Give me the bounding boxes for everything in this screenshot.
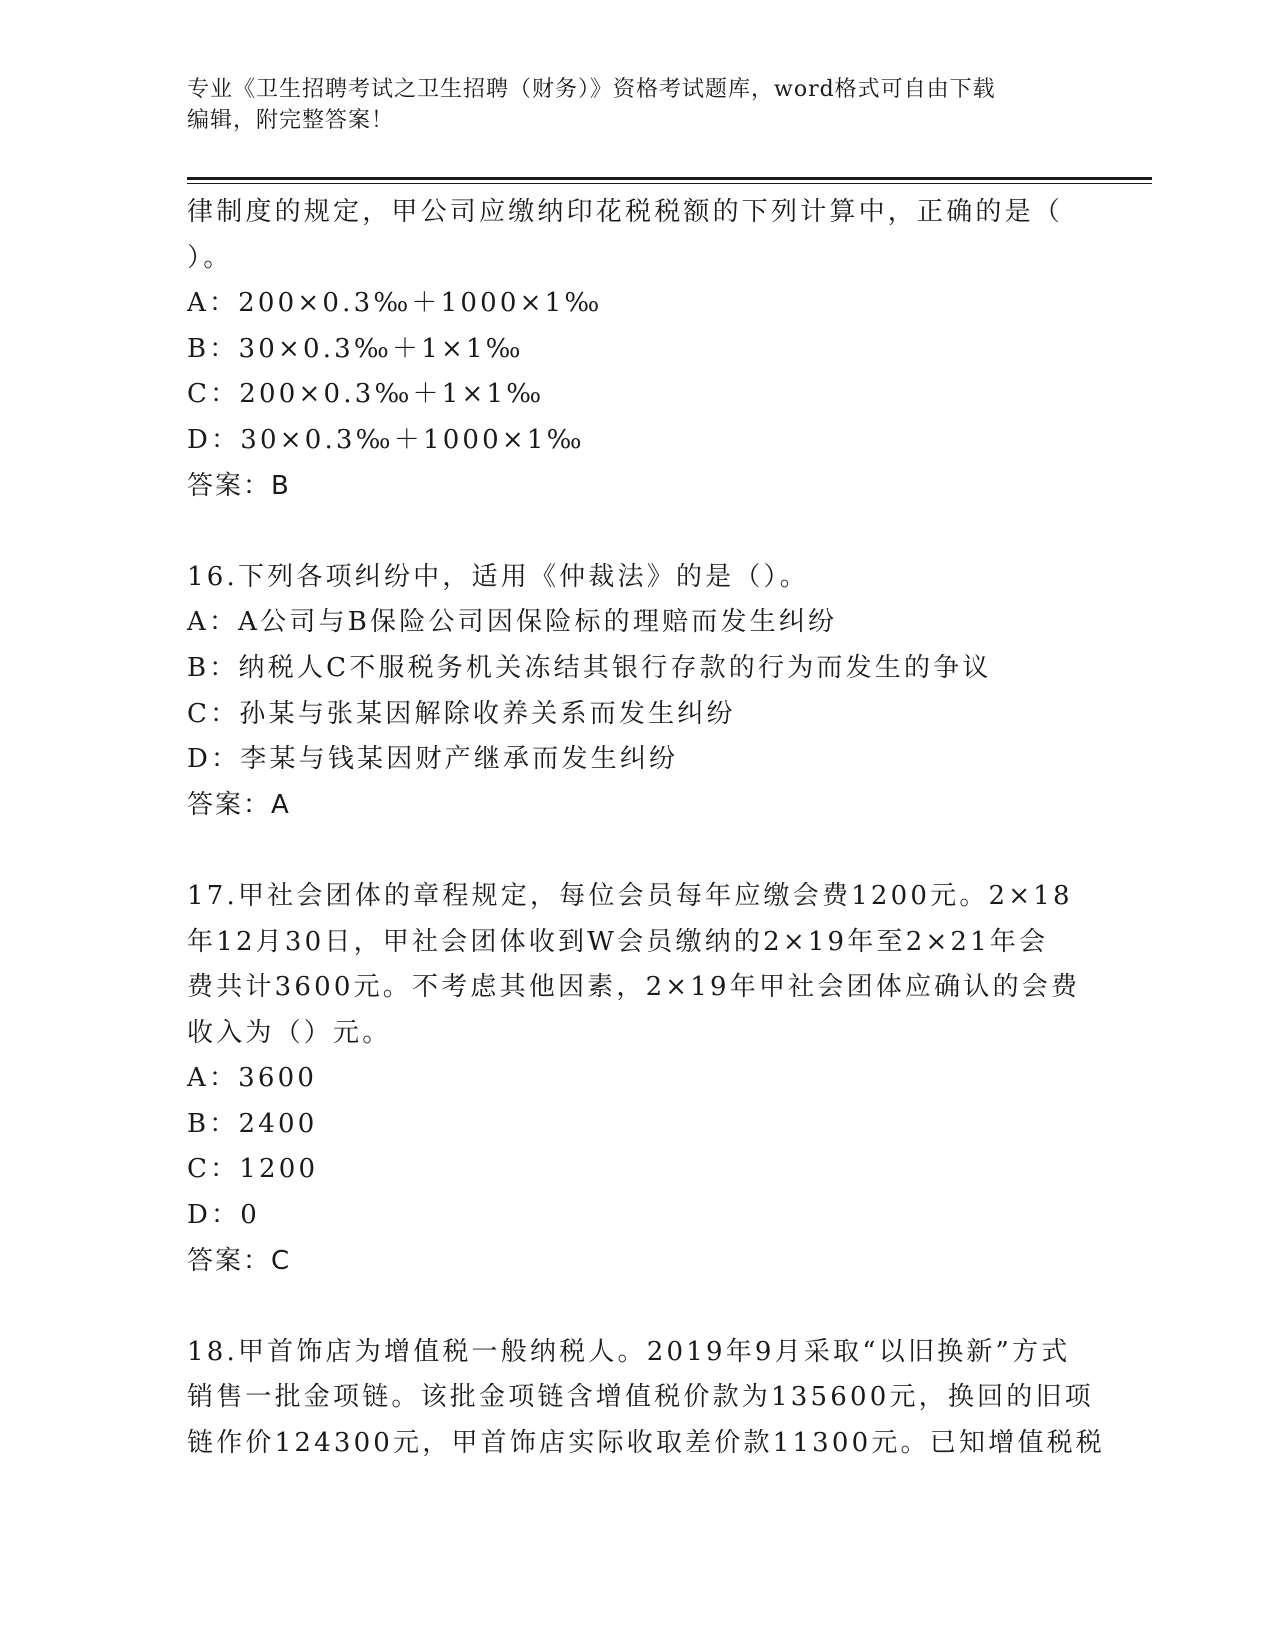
document-header: [187, 74, 1067, 136]
option-d: D：0: [187, 1200, 260, 1231]
option-c: C：孙某与张某因解除收养关系而发生纠纷: [187, 698, 736, 729]
header-rule-thick: [187, 177, 1152, 180]
option-c: C：200×0.3‰＋1×1‰: [187, 379, 545, 410]
option-d: D：30×0.3‰＋1000×1‰: [187, 424, 585, 455]
header-rule-thin: [187, 183, 1152, 184]
option-a: A：200×0.3‰＋1000×1‰: [187, 288, 603, 319]
question-stem-line: 链作价124300元，甲首饰店实际收取差价款11300元。已知增值税税: [187, 1428, 1105, 1459]
question-stem-line: ）。: [187, 242, 233, 273]
question-stem-line: 费共计3600元。不考虑其他因素，2×19年甲社会团体应确认的会费: [187, 972, 1081, 1003]
answer-line: 答案：B: [187, 470, 291, 501]
header-line-1: 专业《卫生招聘考试之卫生招聘（财务）》资格考试题库，word格式可自由下载: [187, 77, 996, 102]
question-16: [187, 555, 1087, 829]
question-spacer: [187, 828, 1087, 874]
question-15: [187, 190, 1087, 509]
answer-line: 答案：A: [187, 789, 291, 820]
option-c: C：1200: [187, 1154, 319, 1185]
answer-line: 答案：C: [187, 1245, 292, 1276]
option-b: B：2400: [187, 1108, 318, 1139]
question-spacer: [187, 1284, 1087, 1330]
option-a: A：3600: [187, 1063, 318, 1094]
question-stem-line: 收入为（）元。: [187, 1017, 392, 1048]
option-d: D：李某与钱某因财产继承而发生纠纷: [187, 744, 679, 775]
document-body: [187, 190, 1105, 1467]
question-stem-line: 销售一批金项链。该批金项链含增值税价款为135600元，换回的旧项: [187, 1382, 1094, 1413]
question-stem-line: 18.甲首饰店为增值税一般纳税人。2019年9月采取“以旧换新”方式: [187, 1336, 1071, 1367]
question-18: [187, 1330, 1105, 1467]
question-stem-line: 律制度的规定，甲公司应缴纳印花税税额的下列计算中，正确的是（: [187, 197, 1064, 227]
option-b: B：30×0.3‰＋1×1‰: [187, 333, 524, 364]
option-a: A：A公司与B保险公司因保险标的理赔而发生纠纷: [187, 607, 838, 638]
question-stem-line: 年12月30日，甲社会团体收到W会员缴纳的2×19年至2×21年会: [187, 926, 1049, 957]
question-spacer: [187, 509, 1087, 555]
question-17: [187, 874, 1087, 1284]
question-stem-line: 17.甲社会团体的章程规定，每位会员每年应缴会费1200元。2×18: [187, 880, 1073, 911]
option-b: B：纳税人C不服税务机关冻结其银行存款的行为而发生的争议: [187, 652, 992, 683]
question-stem-line: 16.下列各项纠纷中，适用《仲裁法》的是（）。: [187, 561, 809, 592]
header-line-2: 编辑，附完整答案！: [187, 108, 395, 133]
